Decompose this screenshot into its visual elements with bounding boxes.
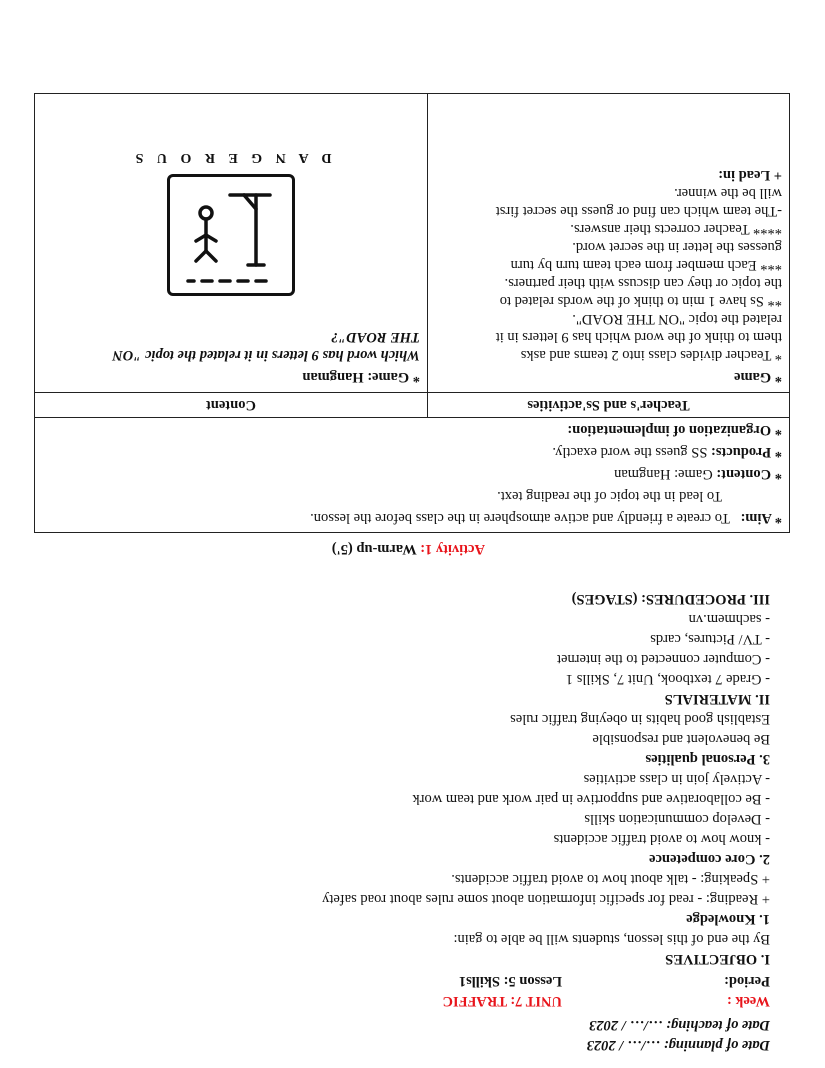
core-item: - Develop communication skills — [584, 811, 770, 827]
core-item: - know how to avoid traffic accidents — [553, 831, 770, 847]
unit-title: UNIT 7: TRAFFIC — [442, 993, 562, 1009]
core-competence-heading: 2. Core competence — [649, 851, 770, 867]
activity-name: Warm-up (5') — [331, 541, 417, 557]
core-item: - Be collaborative and supportive in pair work and team work — [412, 791, 770, 807]
aim-text: To create a friendly and active atmosphere in the class before the lesson. — [310, 510, 730, 526]
game-step: * Teacher divides class into 2 teams and asks — [520, 347, 782, 363]
game-label: * Game — [734, 369, 782, 385]
column-header-content: Content — [34, 393, 427, 418]
hangman-picture — [167, 174, 295, 296]
materials-heading: II. MATERIALS — [664, 691, 770, 707]
table-header-row — [34, 393, 789, 418]
content-cell — [34, 94, 427, 393]
objectives-heading: I. OBJECTIVES — [665, 951, 770, 967]
procedures-table — [34, 93, 790, 533]
activities-cell — [428, 94, 790, 393]
date-planning: Date of planning: …/… / 2023 — [586, 1037, 770, 1053]
content-game-title: * Game: Hangman — [302, 369, 420, 385]
personal-qualities-heading: 3. Personal qualities — [645, 751, 770, 767]
products-line — [42, 443, 782, 461]
aim-label: * Aim: — [740, 510, 782, 526]
products-value: SS guess the word exactly. — [552, 444, 708, 460]
game-step: them to think of the word which has 9 letters in it — [495, 329, 782, 345]
content-line — [42, 465, 782, 483]
lesson-title: Lesson 5: Skills1 — [458, 973, 562, 989]
products-label: * Products: — [710, 444, 782, 460]
personal-item: Be benevolent and responsible — [592, 731, 770, 747]
game-step: will be the winner. — [674, 185, 782, 201]
period-label: Period: — [724, 973, 770, 989]
knowledge-item: + Reading: - read for specific information about some rules about road safety — [322, 891, 770, 907]
material-item: - Computer connected to the internet — [557, 651, 770, 667]
objectives-intro: By the end of this lesson, students will be able to gain: — [453, 931, 770, 947]
game-step: *** Each member from each team turn by turn — [510, 257, 782, 273]
game-step: guesses the letter in the secret word. — [572, 239, 782, 255]
aim-text-2: To lead in the topic of the reading text. — [497, 488, 722, 504]
lead-in-label: + Lead in: — [718, 167, 782, 183]
material-item: - sachmem.vn — [688, 611, 770, 627]
aim-line — [42, 509, 782, 527]
content-question: THE ROAD"? — [330, 329, 420, 345]
table-row — [34, 94, 789, 393]
secret-word: D A N G E R O U S — [130, 150, 332, 165]
activity-details-cell — [34, 418, 789, 533]
game-step: -The team which can find or guess the secret first — [495, 203, 782, 219]
material-item: - Grade 7 textbook, Unit 7, Skills 1 — [565, 671, 770, 687]
core-item: - Actively join in class activities — [583, 771, 770, 787]
procedures-heading: III. PROCEDURES: (STAGES) — [571, 591, 770, 607]
content-value: Game: Hangman — [614, 466, 713, 482]
knowledge-item: + Speaking: - talk about how to avoid traffic accidents. — [451, 871, 770, 887]
date-teaching: Date of teaching: …/… / 2023 — [589, 1017, 770, 1033]
material-item: - TV/ Pictures, cards — [650, 631, 770, 647]
game-step: **** Teacher corrects their answers. — [570, 221, 782, 237]
game-step: the topic or they can discuss with their partners. — [504, 275, 782, 291]
knowledge-heading: 1. Knowledge — [686, 911, 770, 927]
activity-title — [332, 540, 485, 558]
game-step: related the topic "ON THE ROAD". — [572, 311, 782, 327]
personal-item: Establish good habits in obeying traffic rules — [510, 711, 770, 727]
game-step: ** Ss have 1 min to think of the words related to — [499, 293, 782, 309]
week-label: Week : — [726, 993, 770, 1009]
content-label: * Content: — [716, 466, 782, 482]
table-row — [34, 418, 789, 533]
hangman-icon — [170, 177, 292, 293]
content-question: Which word has 9 letters in it related the topic "ON — [112, 347, 420, 363]
activity-label: Activity 1: — [420, 541, 485, 557]
organization-label: * Organization of implementation: — [567, 422, 782, 438]
column-header-activities: Teacher's and Ss'activities — [428, 393, 790, 418]
